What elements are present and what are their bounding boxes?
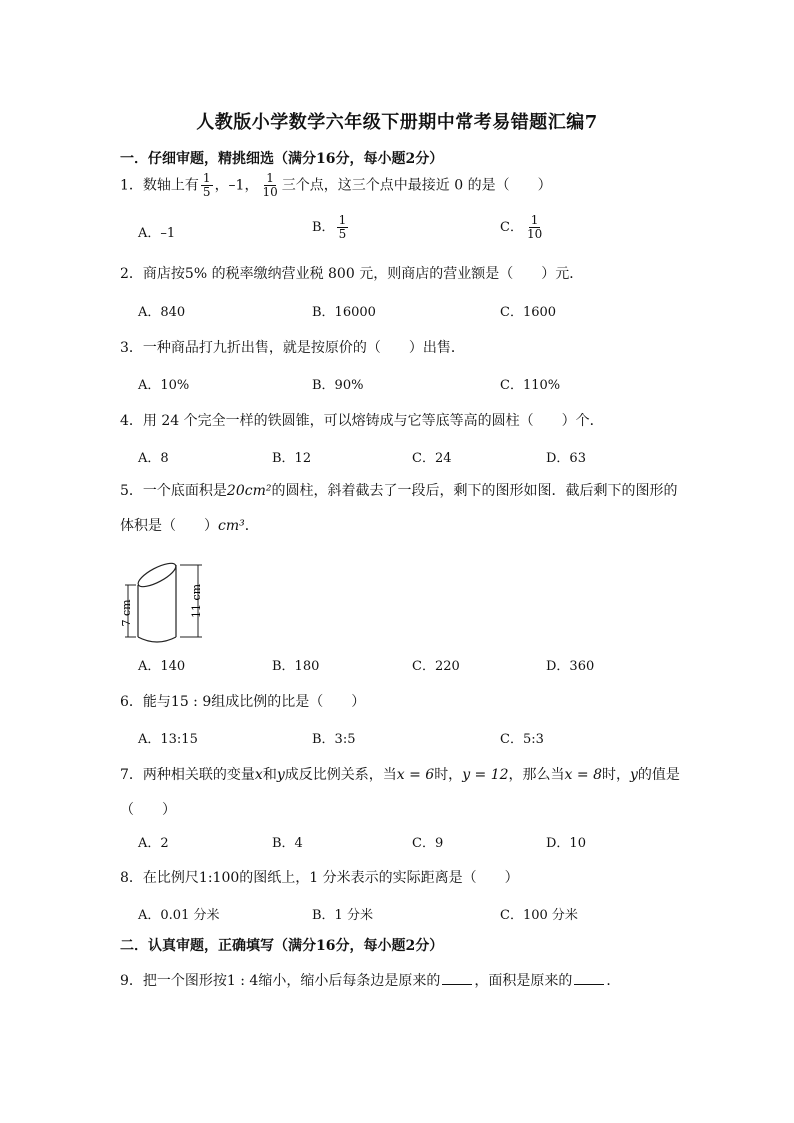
q6-option-b: B．3:5 xyxy=(312,732,356,747)
q4-option-a: A．8 xyxy=(138,451,169,466)
truncated-cylinder-figure xyxy=(118,555,218,650)
question-4: 4．用 24 个完全一样的铁圆锥，可以熔铸成与它等底等高的圆柱（ ）个． xyxy=(120,413,604,429)
q3-option-a: A．10% xyxy=(138,378,190,393)
q2-option-a: A．840 xyxy=(138,305,186,320)
q3-option-b: B．90% xyxy=(312,378,364,393)
question-2: 2．商店按5% 的税率缴纳营业税 800 元，则商店的营业额是（ ）元． xyxy=(120,266,584,282)
question-5-line-2: 体积是（ ）cm³． xyxy=(120,518,259,534)
q1-option-a: A．–1 xyxy=(138,226,176,241)
q3-option-c: C．110% xyxy=(500,378,561,393)
section-heading-2: 二．认真审题，正确填写（满分16分，每小题2分） xyxy=(120,938,444,954)
page-title: 人教版小学数学六年级下册期中常考易错题汇编7 xyxy=(196,112,598,133)
q7-option-b: B．4 xyxy=(272,836,303,851)
q5-option-d: D．360 xyxy=(546,659,595,674)
question-3: 3．一种商品打九折出售，就是按原价的（ ）出售． xyxy=(120,340,465,356)
q6-option-a: A．13:15 xyxy=(138,732,198,747)
question-1-suffix: 三个点，这三个点中最接近 0 的是（ ） xyxy=(281,177,552,194)
answer-blank-2[interactable] xyxy=(574,972,604,985)
q7-option-a: A．2 xyxy=(138,836,169,851)
question-5-line-1: 5．一个底面积是20cm²的圆柱，斜着截去了一段后，剩下的图形如图．截后剩下的图形的 xyxy=(120,483,678,499)
q7-option-c: C．9 xyxy=(412,836,444,851)
q4-option-c: C．24 xyxy=(412,451,452,466)
q5-option-c: C．220 xyxy=(412,659,460,674)
cylinder-diagram xyxy=(118,555,218,650)
question-6: 6．能与15 : 9组成比例的比是（ ） xyxy=(120,694,366,710)
answer-blank-1[interactable] xyxy=(442,972,472,985)
question-1-prefix: 1．数轴上有 xyxy=(120,177,199,194)
q8-option-b: B．1 分米 xyxy=(312,908,373,923)
fraction-one-fifth: $\frac{1}{5}$ xyxy=(202,171,211,199)
q4-option-d: D．63 xyxy=(546,451,586,466)
q1-option-b: B． $\frac{1}{5}$ xyxy=(312,213,347,241)
q8-option-c: C．100 分米 xyxy=(500,908,578,923)
q5-option-b: B．180 xyxy=(272,659,320,674)
q7-option-d: D．10 xyxy=(546,836,586,851)
question-8: 8．在比例尺1:100的图纸上，1 分米表示的实际距离是（ ） xyxy=(120,870,519,886)
section-heading-1: 一．仔细审题，精挑细选（满分16分，每小题2分） xyxy=(120,151,444,167)
q2-option-c: C．1600 xyxy=(500,305,557,320)
q1-option-c: C． $\frac{1}{10}$ xyxy=(500,213,543,241)
question-7-line-2: （ ） xyxy=(120,802,176,818)
question-7-line-1: 7．两种相关联的变量x和y成反比例关系，当x = 6时，y = 12，那么当x = 8时，y的值是 xyxy=(120,767,680,783)
label-11cm: 11 cm xyxy=(190,583,203,619)
question-1 xyxy=(120,172,552,199)
q2-option-b: B．16000 xyxy=(312,305,376,320)
question-9: 9．把一个图形按1 : 4缩小，缩小后每条边是原来的 ，面积是原来的 ． xyxy=(120,973,621,989)
question-1-mid: ，–1， xyxy=(214,177,259,194)
fraction-one-tenth: $\frac{1}{10}$ xyxy=(262,171,278,199)
q5-option-a: A．140 xyxy=(138,659,186,674)
q6-option-c: C．5:3 xyxy=(500,732,544,747)
label-7cm: 7 cm xyxy=(120,599,133,627)
q8-option-a: A．0.01 分米 xyxy=(138,908,220,923)
q4-option-b: B．12 xyxy=(272,451,312,466)
